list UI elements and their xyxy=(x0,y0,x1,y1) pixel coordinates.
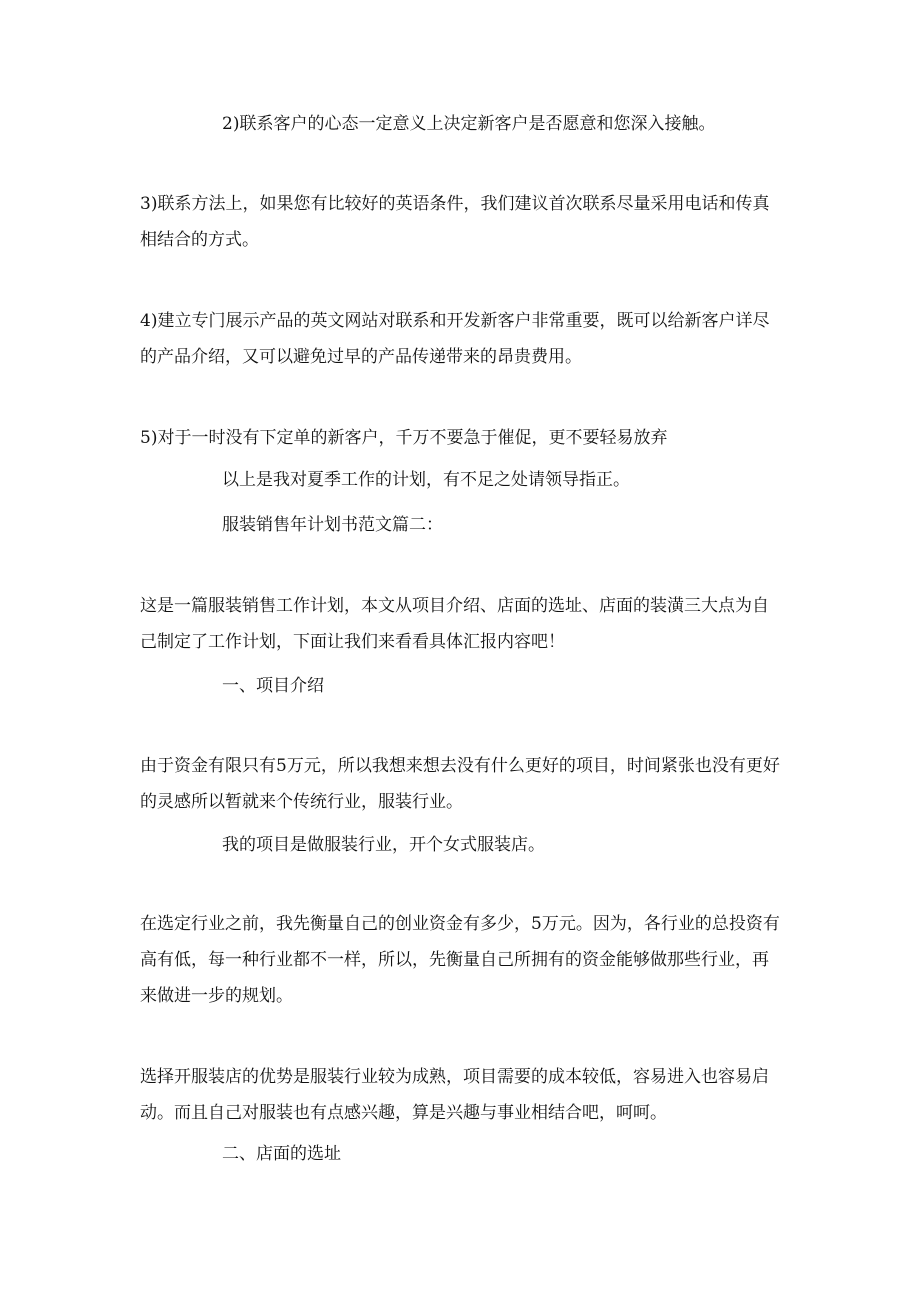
paragraph-capital-assessment: 在选定行业之前，我先衡量自己的创业资金有多少，5万元。因为，各行业的总投资有高有低，每一种行业都不一样，所以，先衡量自己所拥有的资金能够做那些行业，再来做进一步的规划。 xyxy=(140,914,780,1006)
paragraph-contact-method: 3)联系方法上，如果您有比较好的英语条件，我们建议首次联系尽量采用电话和传真相结合的方式。 xyxy=(140,194,770,250)
paragraph-summer-plan-closing: 以上是我对夏季工作的计划，有不足之处请领导指正。 xyxy=(222,470,630,490)
heading-store-location: 二、店面的选址 xyxy=(222,1144,341,1164)
heading-project-intro: 一、项目介绍 xyxy=(222,676,324,696)
paragraph-english-website: 4)建立专门展示产品的英文网站对联系和开发新客户非常重要，既可以给新客户详尽的产品介绍，又可以避免过早的产品传递带来的昂贵费用。 xyxy=(140,311,770,367)
paragraph-funding: 由于资金有限只有5万元，所以我想来想去没有什么更好的项目，时间紧张也没有更好的灵感所以暂就来个传统行业，服装行业。 xyxy=(140,756,780,812)
paragraph-clothing-advantage: 选择开服装店的优势是服装行业较为成熟，项目需要的成本较低，容易进入也容易启动。而且自己对服装也有点感兴趣，算是兴趣与事业相结合吧，呵呵。 xyxy=(140,1067,769,1123)
paragraph-new-client-followup: 5)对于一时没有下定单的新客户，千万不要急于催促，更不要轻易放弃 xyxy=(140,428,668,448)
section-title-sample-two: 服装销售年计划书范文篇二： xyxy=(222,515,443,535)
paragraph-project-choice: 我的项目是做服装行业，开个女式服装店。 xyxy=(222,835,545,855)
paragraph-contact-mindset: 2)联系客户的心态一定意义上决定新客户是否愿意和您深入接触。 xyxy=(222,114,716,134)
paragraph-intro: 这是一篇服装销售工作计划，本文从项目介绍、店面的选址、店面的装潢三大点为自己制定了工作计划，下面让我们来看看具体汇报内容吧！ xyxy=(140,596,769,652)
